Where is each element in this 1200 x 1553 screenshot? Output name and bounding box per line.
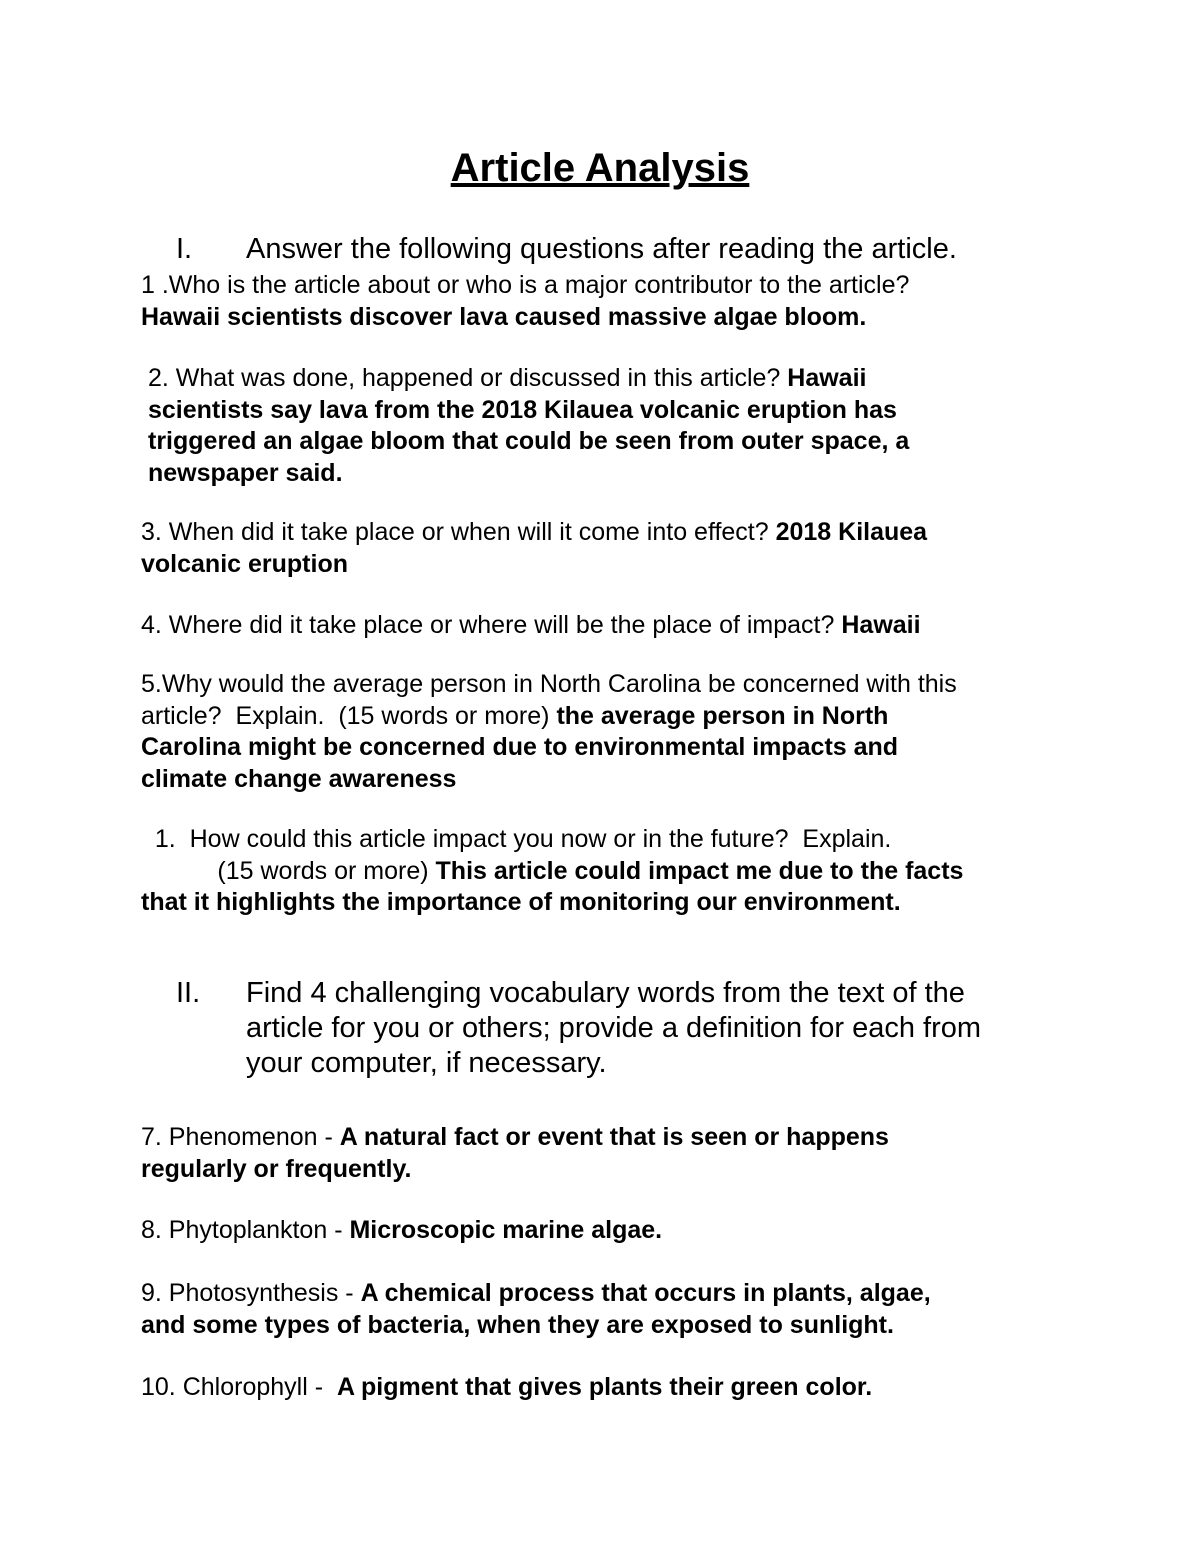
section-2-instructions-line-1: Find 4 challenging vocabulary words from the text of the [246,977,965,1009]
section-1-numeral: I. [176,233,193,265]
question-3-answer-part-2: volcanic eruption [141,549,348,578]
vocab-item-3 [141,1278,931,1341]
question-1-prompt: 1 .Who is the article about or who is a major contributor to the article? [141,271,910,299]
question-2-answer-line-3: triggered an algae bloom that could be seen from outer space, a [148,427,910,455]
section-2-heading [0,976,1200,1084]
question-2-answer-line-4: newspaper said. [148,458,343,487]
vocab-item-4 [141,1372,872,1404]
question-3-answer-part-1: 2018 Kilauea [775,518,928,546]
question-4 [141,610,921,642]
question-2-answer-line-1: Hawaii [787,364,867,392]
section-2-instructions-line-2: article for you or others; provide a definition for each from [246,1012,982,1044]
question-1 [141,270,909,333]
vocab-item-1-term: 7. Phenomenon - [141,1123,340,1151]
vocab-item-1-definition-line-1: A natural fact or event that is seen or happens [339,1123,889,1151]
question-5-answer-line-1: the average person in North [556,701,889,730]
question-4-answer: Hawaii [841,611,921,639]
question-5-prompt-line-1: 5.Why would the average person in North Carolina be concerned with this [141,670,957,698]
question-5 [141,669,957,795]
section-2-numeral: II. [176,977,201,1009]
question-2 [148,363,909,489]
question-6-prompt-line-2: (15 words or more) [141,856,436,885]
question-5-answer-line-3: climate change awareness [141,764,457,793]
question-3-prompt: 3. When did it take place or when will it come into effect? [141,518,769,546]
question-4-prompt: 4. Where did it take place or where will be the place of impact? [141,611,835,639]
section-1-instructions: Answer the following questions after reading the article. [246,233,957,265]
vocab-item-3-term: 9. Photosynthesis - [141,1279,361,1307]
question-6-prompt-line-1: 1. How could this article impact you now or in the future? Explain. [141,825,892,853]
question-5-prompt-line-2: article? Explain. (15 words or more) [141,701,557,730]
vocab-item-4-definition: A pigment that gives plants their green color. [336,1373,873,1401]
question-2-answer-line-2: scientists say lava from the 2018 Kilauea volcanic eruption has [148,395,897,424]
vocab-item-4-term: 10. Chlorophyll - [141,1373,337,1401]
vocab-item-1-definition-line-2: regularly or frequently. [141,1154,412,1183]
vocab-item-3-definition-line-1: A chemical process that occurs in plants, algae, [360,1279,931,1307]
page-title: Article Analysis [450,146,750,190]
section-2-instructions [246,976,981,1081]
question-6 [141,824,963,919]
question-6-answer-line-1: This article could impact me due to the facts [435,856,964,885]
question-2-prompt: 2. What was done, happened or discussed in this article? [148,364,781,392]
vocab-item-2 [141,1215,662,1247]
question-3 [141,517,927,580]
question-1-answer: Hawaii scientists discover lava caused massive algae bloom. [141,302,867,331]
section-2-instructions-line-3: your computer, if necessary. [246,1047,607,1079]
vocab-item-2-definition: Microscopic marine algae. [349,1216,663,1244]
question-6-answer-line-2: that it highlights the importance of monitoring our environment. [141,888,901,916]
vocab-item-3-definition-line-2: and some types of bacteria, when they are exposed to sunlight. [141,1310,894,1339]
question-5-answer-line-2: Carolina might be concerned due to environmental impacts and [141,733,899,761]
section-1-heading [0,232,1200,268]
vocab-item-2-term: 8. Phytoplankton - [141,1216,350,1244]
vocab-item-1 [141,1122,889,1185]
